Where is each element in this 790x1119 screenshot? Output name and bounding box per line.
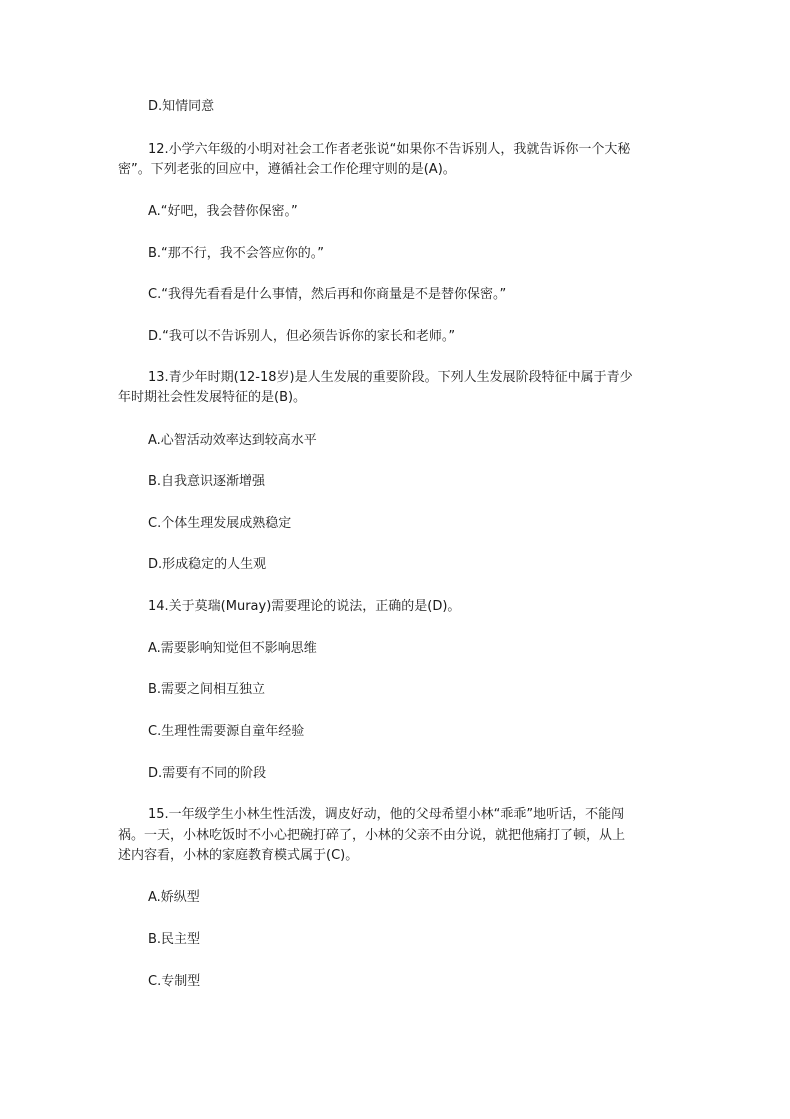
question-12-option-b: B.“那不行，我不会答应你的。” xyxy=(148,246,325,261)
question-13-option-d: D.形成稳定的人生观 xyxy=(148,557,267,572)
question-15-option-b: B.民主型 xyxy=(148,932,201,947)
question-13-option-b: B.自我意识逐渐增强 xyxy=(148,474,266,489)
question-13-line-2: 年时期社会性发展特征的是(B)。 xyxy=(118,390,307,405)
question-15-line-2: 祸。一天，小林吃饭时不小心把碗打碎了，小林的父亲不由分说，就把他痛打了顿，从上 xyxy=(118,828,626,843)
question-13-option-c: C.个体生理发展成熟稳定 xyxy=(148,516,292,531)
question-14-option-c: C.生理性需要源自童年经验 xyxy=(148,724,305,739)
question-14-option-a: A.需要影响知觉但不影响思维 xyxy=(148,641,317,656)
question-12-line-1: 12.小学六年级的小明对社会工作者老张说“如果你不告诉别人，我就告诉你一个大秘 xyxy=(148,142,631,157)
question-15-line-1: 15.一年级学生小林生性活泼，调皮好动，他的父母希望小林“乖乖”地听话，不能闯 xyxy=(148,807,625,822)
option-d-informed-consent: D.知情同意 xyxy=(148,99,215,114)
question-14-line-1: 14.关于莫瑞(Muray)需要理论的说法，正确的是(D)。 xyxy=(148,599,461,614)
question-15-option-a: A.娇纵型 xyxy=(148,890,200,905)
question-12-option-a: A.“好吧，我会替你保密。” xyxy=(148,204,298,219)
question-14-option-d: D.需要有不同的阶段 xyxy=(148,766,267,781)
question-14-option-b: B.需要之间相互独立 xyxy=(148,682,266,697)
question-13-line-1: 13.青少年时期(12-18岁)是人生发展的重要阶段。下列人生发展阶段特征中属于青少 xyxy=(148,370,633,385)
question-12-option-c: C.“我得先看看是什么事情，然后再和你商量是不是替你保密。” xyxy=(148,287,507,302)
question-15-line-3: 述内容看，小林的家庭教育模式属于(C)。 xyxy=(118,848,359,863)
question-15-option-c: C.专制型 xyxy=(148,974,201,989)
question-13-option-a: A.心智活动效率达到较高水平 xyxy=(148,433,317,448)
question-12-line-2: 密”。下列老张的回应中，遵循社会工作伦理守则的是(A)。 xyxy=(118,162,456,177)
question-12-option-d: D.“我可以不告诉别人，但必须告诉你的家长和老师。” xyxy=(148,329,456,344)
